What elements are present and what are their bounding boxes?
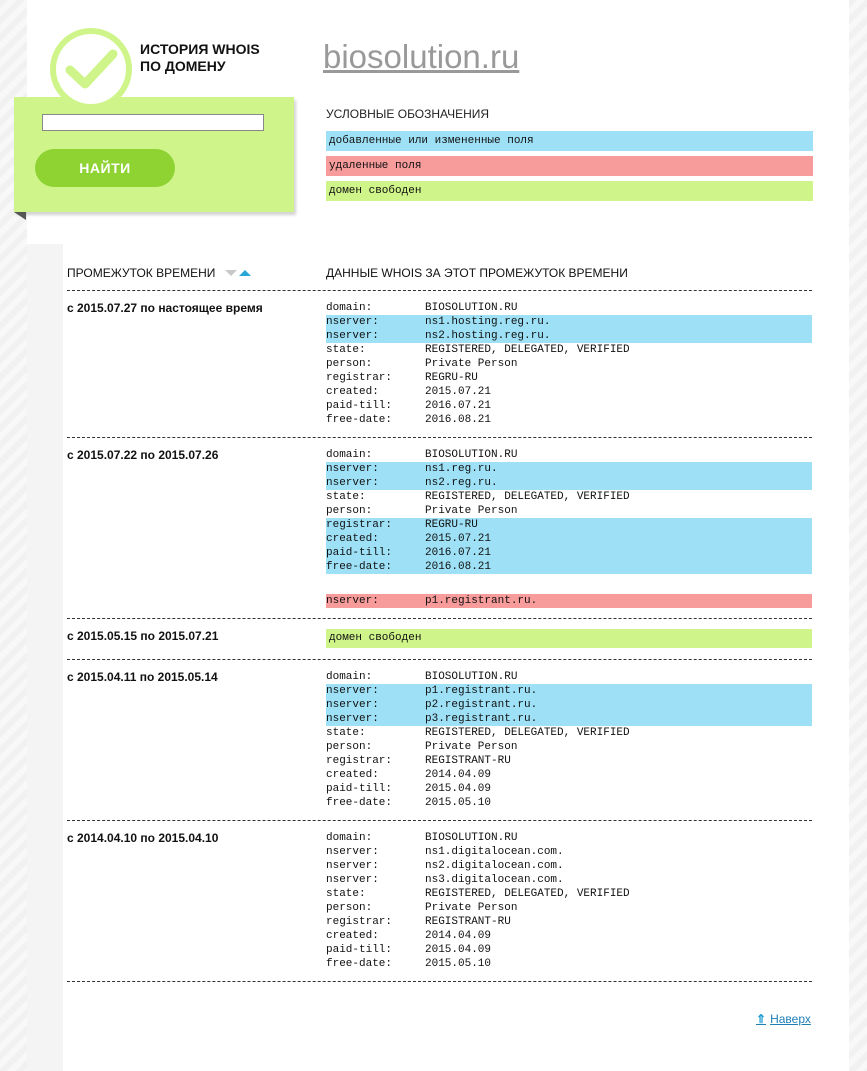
whois-key: person: — [326, 358, 373, 370]
whois-key: state: — [326, 344, 366, 356]
whois-line — [326, 698, 812, 712]
whois-key: nserver: — [326, 846, 379, 858]
whois-line — [326, 845, 812, 859]
whois-key: free-date: — [326, 797, 393, 809]
whois-line — [326, 532, 812, 546]
whois-line — [326, 399, 812, 413]
whois-key: state: — [326, 491, 366, 503]
divider — [67, 659, 812, 660]
checkmark-icon — [56, 34, 126, 104]
whois-value: ns2.digitalocean.com. — [425, 860, 564, 872]
whois-line — [326, 859, 812, 873]
whois-value: REGISTERED, DELEGATED, VERIFIED — [425, 344, 630, 356]
divider — [67, 618, 812, 619]
whois-value: ns1.reg.ru. — [425, 463, 498, 475]
whois-line — [326, 726, 812, 740]
whois-value: 2015.04.09 — [425, 783, 492, 795]
whois-value: p1.registrant.ru. — [425, 685, 538, 697]
whois-key: paid-till: — [326, 944, 393, 956]
divider — [67, 290, 812, 291]
domain-title-link[interactable]: biosolution.ru — [323, 38, 520, 75]
whois-value: Private Person — [425, 902, 518, 914]
whois-key: registrar: — [326, 372, 393, 384]
whois-line — [326, 782, 812, 796]
whois-key: nserver: — [326, 685, 379, 697]
whois-key: created: — [326, 769, 379, 781]
find-button[interactable]: НАЙТИ — [35, 149, 175, 187]
whois-key: registrar: — [326, 755, 393, 767]
back-to-top-label: Наверх — [770, 1012, 811, 1026]
whois-value: Private Person — [425, 741, 518, 753]
legend-free: домен свободен — [326, 181, 813, 201]
whois-key: domain: — [326, 832, 373, 844]
whois-line — [326, 594, 812, 608]
whois-value: ns1.digitalocean.com. — [425, 846, 564, 858]
whois-value: 2015.05.10 — [425, 797, 492, 809]
whois-key: created: — [326, 386, 379, 398]
whois-line — [326, 329, 812, 343]
legend-deleted: удаленные поля — [326, 156, 813, 176]
whois-value: BIOSOLUTION.RU — [425, 449, 518, 461]
whois-key: nserver: — [326, 874, 379, 886]
whois-key: created: — [326, 533, 379, 545]
whois-line — [326, 670, 812, 684]
whois-value: REGISTERED, DELEGATED, VERIFIED — [425, 491, 630, 503]
whois-key: paid-till: — [326, 400, 393, 412]
whois-key: nserver: — [326, 477, 379, 489]
whois-key: domain: — [326, 671, 373, 683]
record-period: с 2015.05.15 по 2015.07.21 — [67, 629, 219, 643]
whois-key: free-date: — [326, 414, 393, 426]
left-gutter — [27, 244, 63, 1071]
whois-key: nserver: — [326, 860, 379, 872]
whois-key: state: — [326, 888, 366, 900]
whois-value: 2015.04.09 — [425, 944, 492, 956]
whois-value: 2016.08.21 — [425, 414, 492, 426]
whois-key: nserver: — [326, 595, 379, 607]
whois-value: p2.registrant.ru. — [425, 699, 538, 711]
record-period: с 2015.04.11 по 2015.05.14 — [67, 670, 218, 684]
whois-key: nserver: — [326, 713, 379, 725]
whois-line — [326, 448, 812, 462]
whois-line — [326, 754, 812, 768]
whois-key: person: — [326, 505, 373, 517]
legend-title: УСЛОВНЫЕ ОБОЗНАЧЕНИЯ — [326, 107, 490, 121]
whois-line — [326, 462, 812, 476]
double-chevron-up-icon: ⇑ — [756, 1012, 767, 1026]
whois-value: p3.registrant.ru. — [425, 713, 538, 725]
period-column-header[interactable] — [67, 266, 253, 281]
whois-key: nserver: — [326, 463, 379, 475]
divider — [67, 981, 812, 982]
whois-value: 2015.05.10 — [425, 958, 492, 970]
whois-line — [326, 490, 812, 504]
divider — [67, 437, 812, 438]
whois-value: ns2.hosting.reg.ru. — [425, 330, 551, 342]
sort-arrows-icon[interactable] — [223, 267, 253, 281]
record-period: с 2015.07.22 по 2015.07.26 — [67, 448, 219, 462]
whois-value: 2016.08.21 — [425, 561, 492, 573]
whois-value: ns3.digitalocean.com. — [425, 874, 564, 886]
whois-key: domain: — [326, 302, 373, 314]
whois-line — [326, 831, 812, 845]
whois-key: created: — [326, 930, 379, 942]
whois-value: ns1.hosting.reg.ru. — [425, 316, 551, 328]
whois-key: person: — [326, 902, 373, 914]
whois-value: Private Person — [425, 358, 518, 370]
whois-line — [326, 357, 812, 371]
whois-value: REGISTRANT-RU — [425, 916, 511, 928]
whois-line — [326, 518, 812, 532]
whois-line — [326, 684, 812, 698]
whois-line — [326, 796, 812, 810]
whois-key: nserver: — [326, 699, 379, 711]
whois-key: free-date: — [326, 561, 393, 573]
whois-line — [326, 476, 812, 490]
whois-line — [326, 385, 812, 399]
whois-line — [326, 957, 812, 971]
whois-value: BIOSOLUTION.RU — [425, 832, 518, 844]
panel-title — [140, 41, 290, 75]
whois-key: nserver: — [326, 330, 379, 342]
whois-key: paid-till: — [326, 547, 393, 559]
whois-value: ns2.reg.ru. — [425, 477, 498, 489]
back-to-top-link[interactable] — [756, 1012, 811, 1026]
data-column-header: ДАННЫЕ WHOIS ЗА ЭТОТ ПРОМЕЖУТОК ВРЕМЕНИ — [326, 266, 628, 280]
whois-value: 2014.04.09 — [425, 769, 492, 781]
whois-key: registrar: — [326, 519, 393, 531]
whois-value: REGISTERED, DELEGATED, VERIFIED — [425, 727, 630, 739]
record-period: с 2014.04.10 по 2015.04.10 — [67, 831, 219, 845]
whois-line — [326, 371, 812, 385]
record-period: с 2015.07.27 по настоящее время — [67, 301, 263, 315]
whois-key: person: — [326, 741, 373, 753]
whois-line — [326, 560, 812, 574]
whois-value: 2015.07.21 — [425, 386, 492, 398]
whois-key: domain: — [326, 449, 373, 461]
whois-key: free-date: — [326, 958, 393, 970]
whois-value: REGRU-RU — [425, 372, 478, 384]
whois-line — [326, 712, 812, 726]
whois-value: BIOSOLUTION.RU — [425, 302, 518, 314]
whois-line — [326, 929, 812, 943]
whois-line — [326, 887, 812, 901]
legend-changed: добавленные или измененные поля — [326, 131, 813, 151]
whois-key: nserver: — [326, 316, 379, 328]
panel-title-line2: ПО ДОМЕНУ — [140, 58, 226, 74]
whois-line — [326, 301, 812, 315]
panel-fold — [14, 212, 26, 220]
whois-line — [326, 413, 812, 427]
domain-search-input[interactable] — [42, 114, 264, 131]
whois-line — [326, 504, 812, 518]
whois-value: p1.registrant.ru. — [425, 595, 538, 607]
whois-line — [326, 546, 812, 560]
whois-value: 2014.04.09 — [425, 930, 492, 942]
whois-key: state: — [326, 727, 366, 739]
whois-line — [326, 915, 812, 929]
whois-line — [326, 740, 812, 754]
whois-line — [326, 343, 812, 357]
panel-title-line1: ИСТОРИЯ WHOIS — [140, 41, 260, 57]
whois-value: REGISTERED, DELEGATED, VERIFIED — [425, 888, 630, 900]
whois-line — [326, 768, 812, 782]
whois-value: REGISTRANT-RU — [425, 755, 511, 767]
whois-value: 2016.07.21 — [425, 547, 492, 559]
whois-value: BIOSOLUTION.RU — [425, 671, 518, 683]
whois-line — [326, 315, 812, 329]
period-column-label: ПРОМЕЖУТОК ВРЕМЕНИ — [67, 266, 216, 280]
divider — [67, 820, 812, 821]
whois-value: Private Person — [425, 505, 518, 517]
whois-line — [326, 943, 812, 957]
whois-line — [326, 873, 812, 887]
whois-value: REGRU-RU — [425, 519, 478, 531]
domain-free-row: домен свободен — [326, 629, 812, 648]
whois-value: 2015.07.21 — [425, 533, 492, 545]
whois-value: 2016.07.21 — [425, 400, 492, 412]
whois-key: registrar: — [326, 916, 393, 928]
whois-line — [326, 901, 812, 915]
whois-key: paid-till: — [326, 783, 393, 795]
